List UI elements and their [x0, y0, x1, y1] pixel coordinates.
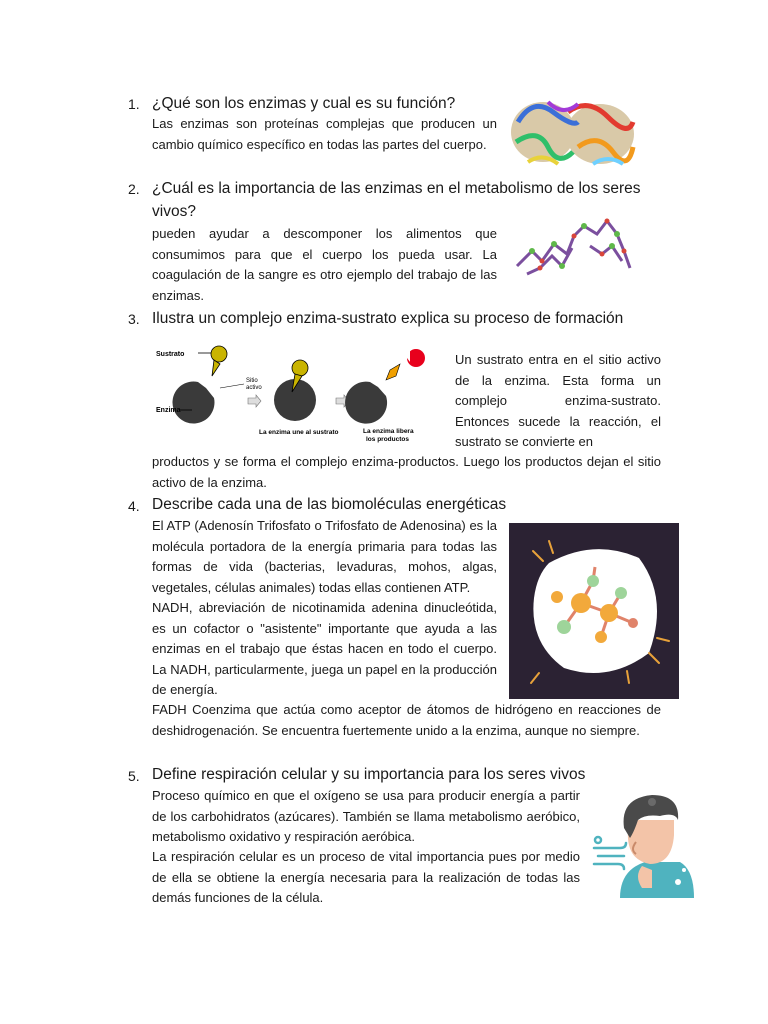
breath-icon — [594, 837, 626, 869]
arrow-icon — [248, 395, 261, 407]
q4-nadh: NADH, abreviación de nicotinamida adenina dinucleótida, es un cofactor o "asistente" importante que ayuda a las enzimas en el trabajo que éstas hacen en todo el cuerpo. La NADH, particularmente, juega un papel en la producción de energía. — [152, 600, 497, 697]
product-1 — [386, 364, 400, 380]
q5-number: 5. — [128, 768, 140, 784]
enzyme-shape-3 — [345, 382, 387, 424]
label-sitio: Sitio — [246, 378, 258, 384]
q2-title: ¿Cuál es la importancia de las enzimas en el metabolismo de los seres vivos? — [152, 180, 641, 220]
q1-title: ¿Qué son los enzimas y cual es su función? — [152, 95, 456, 112]
q5-p1: Proceso químico en que el oxígeno se usa para producir energía a partir de los carbohidratos (azúcares). También se llama metabolismo aeróbico, metabolismo oxidativo y respiración aeróbica. — [152, 788, 580, 844]
q4-title: Describe cada una de las biomoléculas energéticas — [152, 496, 507, 513]
molecule-chain-image — [512, 206, 634, 284]
enzyme-protein-image — [508, 92, 636, 172]
q4-fadh: FADH Coenzima que actúa como aceptor de átomos de hidrógeno en reacciones de deshidrogenación. Se encuentra fuertemente unido a la enzima, aunque no siempre. — [152, 702, 661, 738]
q3-body-full: productos y se forma el complejo enzima-productos. Luego los productos dejan el sitio activo de la enzima. — [152, 454, 661, 490]
enzyme-substrate-diagram — [152, 340, 432, 450]
q1-body: Las enzimas son proteínas complejas que producen un cambio químico específico en todas las partes del cuerpo. — [152, 116, 497, 152]
q2-number: 2. — [128, 181, 140, 197]
q3-title: Ilustra un complejo enzima-sustrato explica su proceso de formación — [152, 310, 624, 327]
caption-libera-b: los productos — [366, 436, 409, 443]
caption-une: La enzima une al sustrato — [259, 429, 339, 436]
q4-atp: El ATP (Adenosín Trifosfato o Trifosfato de Adenosina) es la molécula portadora de la energía primaria para todas las formas de vida (bacterias, levaduras, mohos, algas, vegetales, células animales) todas ellas contienen ATP. — [152, 518, 497, 595]
q3-body-side: Un sustrato entra en el sitio activo de la enzima. Esta forma un complejo enzima-sustrato. Entonces sucede la reacción, el sustrato se convierte en — [455, 352, 661, 449]
substrate-shape — [211, 346, 227, 362]
caption-libera-a: La enzima libera — [363, 428, 414, 435]
q3-number: 3. — [128, 311, 140, 327]
q2-body: pueden ayudar a descomponer los alimentos que consumimos para que el cuerpo los pueda usar. La coagulación de la sangre es otro ejemplo del trabajo de las enzimas. — [152, 226, 497, 303]
q4-number: 4. — [128, 498, 140, 514]
label-activo: activo — [246, 385, 262, 391]
q1-number: 1. — [128, 96, 140, 112]
breathing-person-image — [590, 790, 694, 898]
atp-molecule-image — [509, 523, 679, 699]
enzyme-shape-1 — [172, 382, 214, 424]
q5-p2: La respiración celular es un proceso de vital importancia pues por medio de ella se obtiene la energía necesaria para la realización de todas las demás funciones de la célula. — [152, 849, 580, 905]
label-enzima: Enzima — [156, 407, 181, 414]
q5-title: Define respiración celular y su importancia para los seres vivos — [152, 766, 586, 783]
label-sustrato: Sustrato — [156, 351, 185, 358]
